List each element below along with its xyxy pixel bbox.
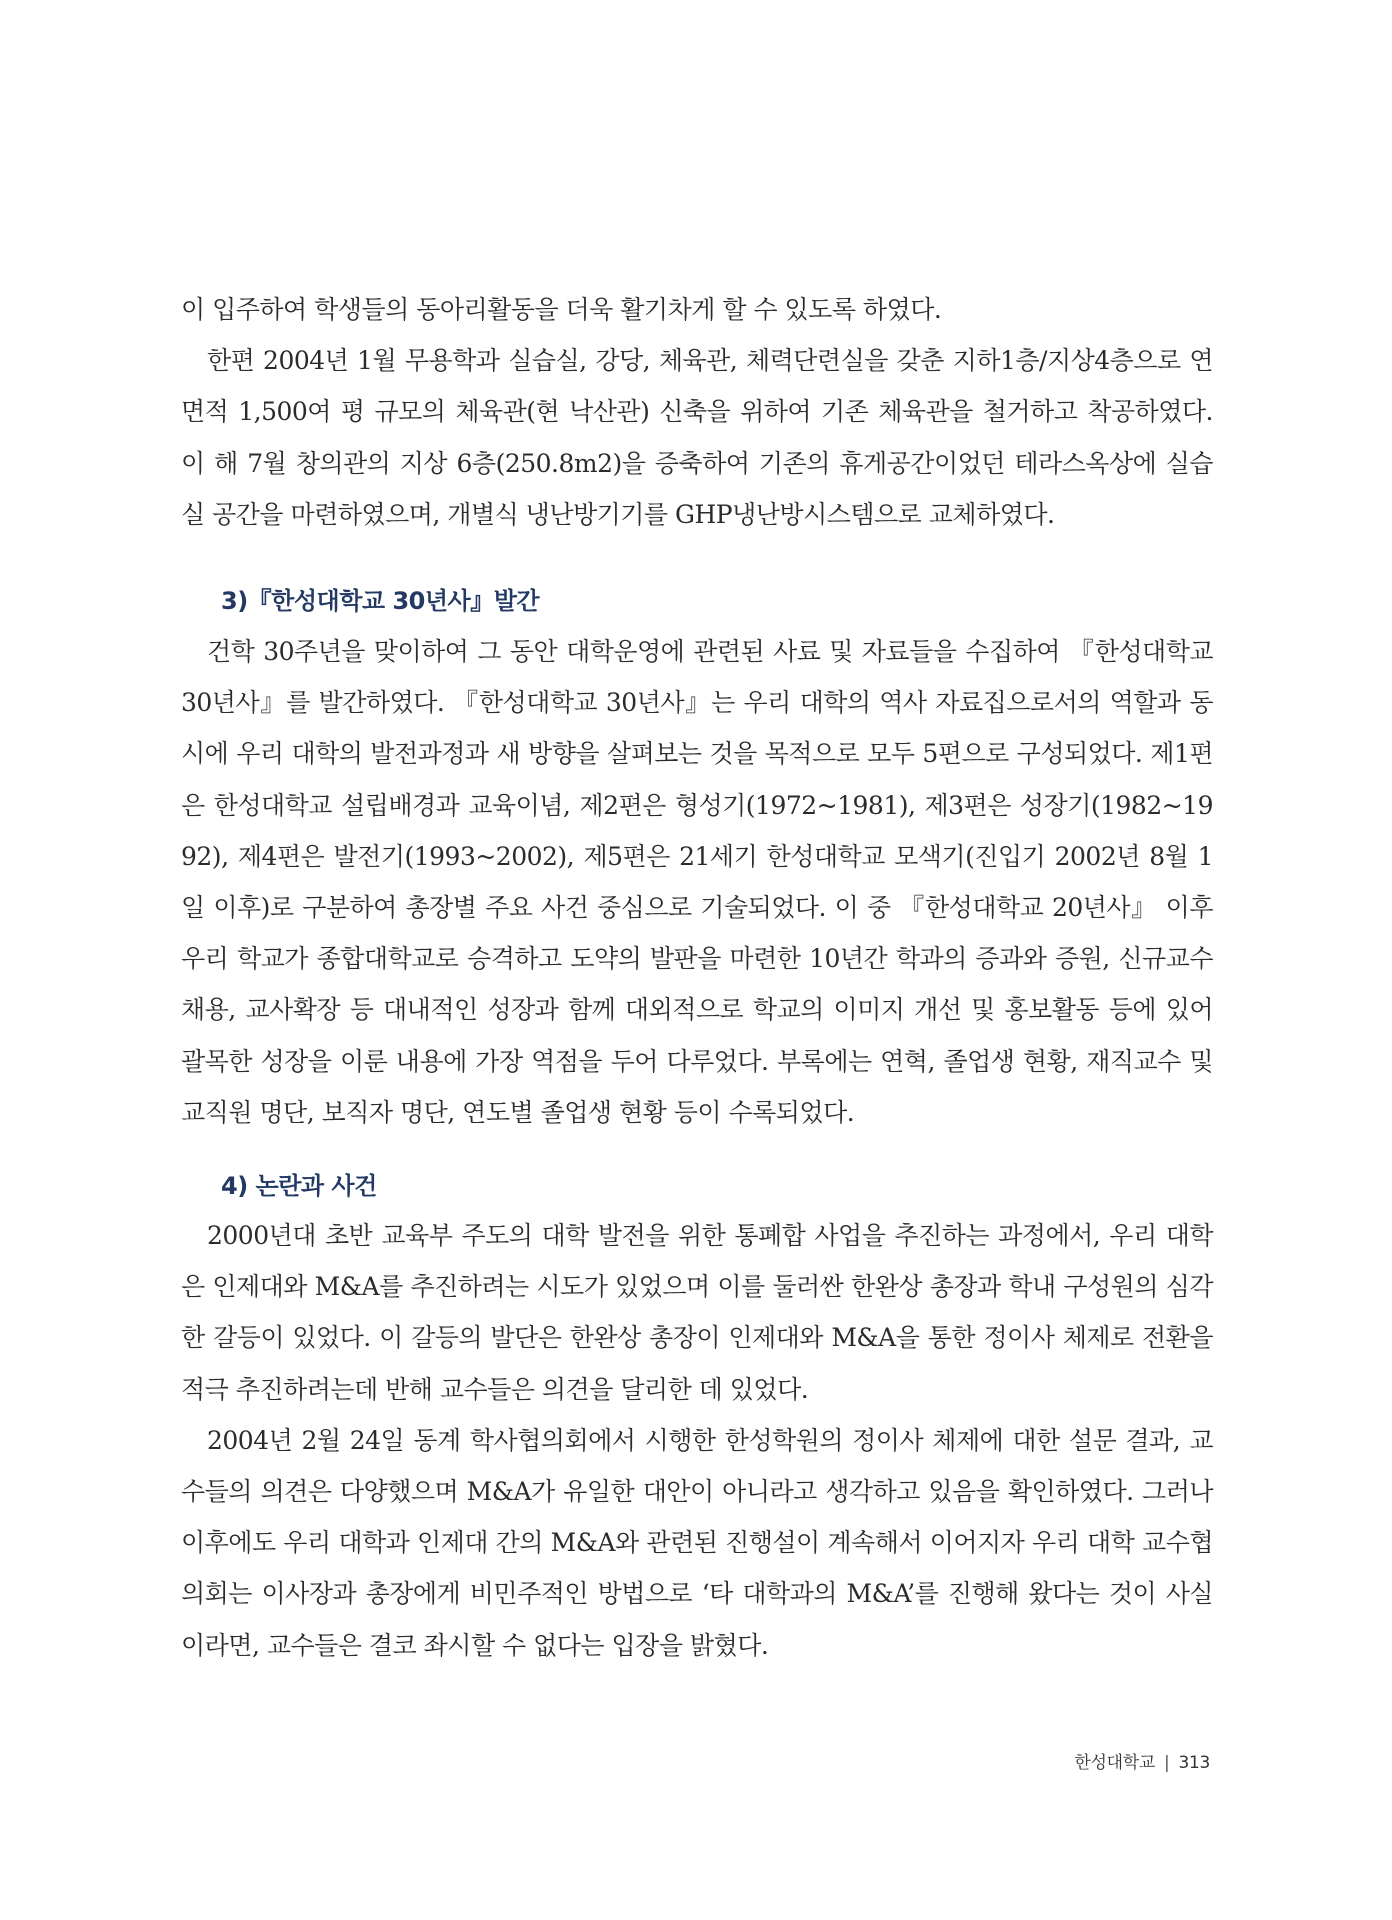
page-footer xyxy=(1074,1748,1210,1773)
section-heading-30-year-history: 3)『한성대학교 30년사』발간 xyxy=(221,587,540,616)
paragraph-continuation: 이 입주하여 학생들의 동아리활동을 더욱 활기차게 할 수 있도록 하였다. xyxy=(181,295,942,324)
paragraph-gymnasium: 한편 2004년 1월 무용학과 실습실, 강당, 체육관, 체력단련실을 갖춘 지하1층/지상4층으로 연면적 1,500여 평 규모의 체육관(현 낙산관) 신축을 위하여 기존 체육관을 철거하고 착공하였다. 이 해 7월 창의관의 지상 6층(250.8m2)을 증축하여 기존의 휴게공간이었던 테라스옥상에 실습실 공간을 마련하였으며, 개별식 냉난방기기를 GHP냉난방시스템으로 교체하였다. xyxy=(181,346,1213,529)
paragraph-30-year-history: 건학 30주년을 맞이하여 그 동안 대학운영에 관련된 사료 및 자료들을 수집하여 『한성대학교 30년사』를 발간하였다. 『한성대학교 30년사』는 우리 대학의 역사 자료집으로서의 역할과 동시에 우리 대학의 발전과정과 새 방향을 살펴보는 것을 목적으로 모두 5편으로 구성되었다. 제1편은 한성대학교 설립배경과 교육이념, 제2편은 형성기(1972~1981), 제3편은 성장기(1982~1992), 제4편은 발전기(1993~2002), 제5편은 21세기 한성대학교 모색기(진입기 2002년 8월 1일 이후)로 구분하여 총장별 주요 사건 중심으로 기술되었다. 이 중 『한성대학교 20년사』 이후 우리 학교가 종합대학교로 승격하고 도약의 발판을 마련한 10년간 학과의 증과와 증원, 신규교수 채용, 교사확장 등 대내적인 성장과 함께 대외적으로 학교의 이미지 개선 및 홍보활동 등에 있어 괄목한 성장을 이룬 내용에 가장 역점을 두어 다루었다. 부록에는 연혁, 졸업생 현황, 재직교수 및 교직원 명단, 보직자 명단, 연도별 졸업생 현황 등이 수록되었다. xyxy=(181,637,1213,1127)
footer-separator: | xyxy=(1164,1753,1170,1773)
section-heading-controversy: 4) 논란과 사건 xyxy=(221,1172,377,1201)
page-body xyxy=(181,284,1213,1671)
footer-publication-name: 한성대학교 xyxy=(1074,1753,1155,1773)
paragraph-controversy-origin: 2000년대 초반 교육부 주도의 대학 발전을 위한 통폐합 사업을 추진하는 과정에서, 우리 대학은 인제대와 M&A를 추진하려는 시도가 있었으며 이를 둘러싼 한완상 총장과 학내 구성원의 심각한 갈등이 있었다. 이 갈등의 발단은 한완상 총장이 인제대와 M&A을 통한 정이사 체제로 전환을 적극 추진하려는데 반해 교수들은 의견을 달리한 데 있었다. xyxy=(181,1221,1213,1404)
page-number: 313 xyxy=(1178,1753,1210,1773)
paragraph-controversy-survey: 2004년 2월 24일 동계 학사협의회에서 시행한 한성학원의 정이사 체제에 대한 설문 결과, 교수들의 의견은 다양했으며 M&A가 유일한 대안이 아니라고 생각하고 있음을 확인하였다. 그러나 이후에도 우리 대학과 인제대 간의 M&A와 관련된 진행설이 계속해서 이어지자 우리 대학 교수협의회는 이사장과 총장에게 비민주적인 방법으로 ‘타 대학과의 M&A’를 진행해 왔다는 것이 사실이라면, 교수들은 결코 좌시할 수 없다는 입장을 밝혔다. xyxy=(181,1425,1213,1660)
